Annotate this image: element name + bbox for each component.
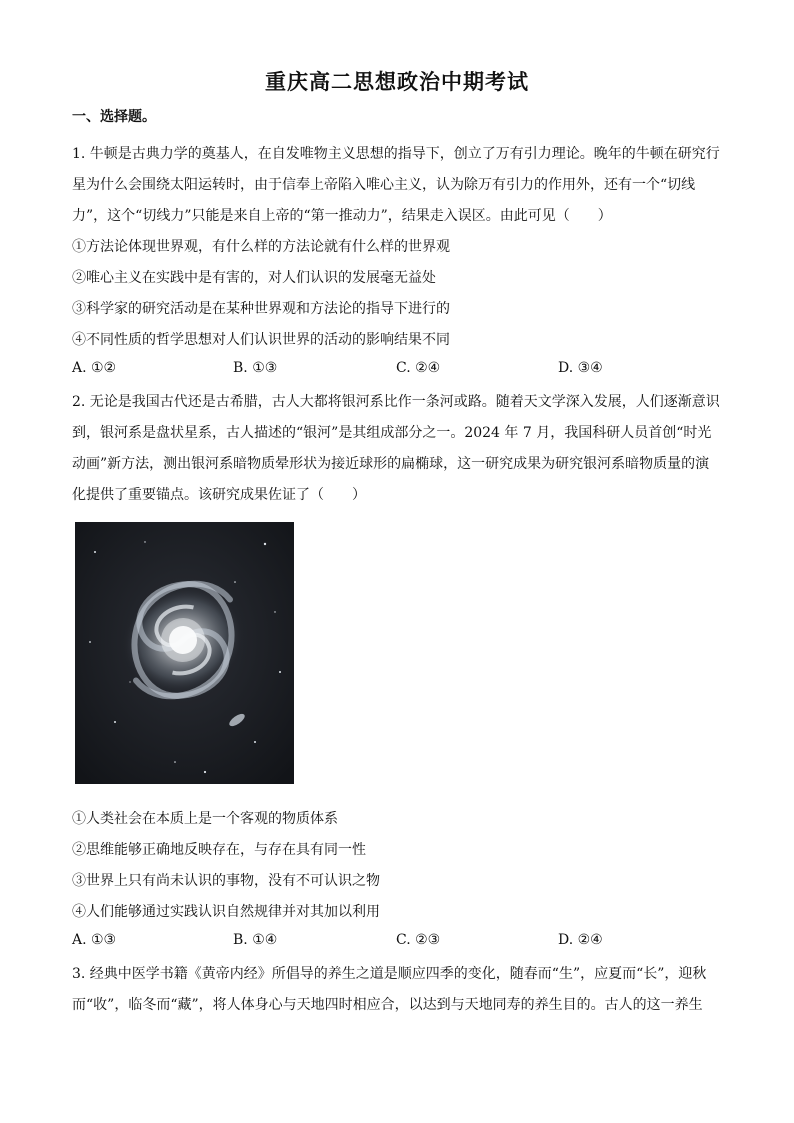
- q1-stem-line-1: 1. 牛顿是古典力学的奠基人，在自发唯物主义思想的指导下，创立了万有引力理论。晚年的牛顿在研究行: [72, 146, 720, 162]
- q1-option-c: C. ②④: [396, 360, 441, 376]
- q3-stem-line-1: 3. 经典中医学书籍《黄帝内经》所倡导的养生之道是顺应四季的变化，随春而“生”，应夏而“长”，迎秋: [72, 966, 707, 982]
- q1-option-d: D. ③④: [558, 360, 603, 376]
- q1-statement-3: ③科学家的研究活动是在某种世界观和方法论的指导下进行的: [72, 301, 450, 317]
- q2-option-d: D. ②④: [558, 932, 603, 948]
- page-title: 重庆高二思想政治中期考试: [265, 70, 529, 94]
- q1-statement-2: ②唯心主义在实践中是有害的，对人们认识的发展毫无益处: [72, 270, 436, 286]
- q2-statement-3: ③世界上只有尚未认识的事物，没有不可认识之物: [72, 873, 380, 889]
- q3-stem-line-2: 而“收”，临冬而“藏”，将人体身心与天地四时相应合，以达到与天地同寿的养生目的。古人的这一养生: [72, 997, 703, 1013]
- q2-statement-1: ①人类社会在本质上是一个客观的物质体系: [72, 811, 338, 827]
- section-heading: 一、选择题。: [72, 109, 156, 125]
- q2-stem-line-2: 到，银河系是盘状星系，古人描述的“银河”是其组成部分之一。2024 年 7 月，我国科研人员首创“时光: [72, 425, 712, 441]
- q2-stem-line-3: 动画”新方法，测出银河系暗物质晕形状为接近球形的扁椭球，这一研究成果为研究银河系暗物质量的演: [72, 456, 710, 472]
- q2-statement-2: ②思维能够正确地反映存在，与存在具有同一性: [72, 842, 366, 858]
- q2-option-c: C. ②③: [396, 932, 441, 948]
- q1-option-a: A. ①②: [72, 360, 117, 376]
- q1-option-b: B. ①③: [233, 360, 278, 376]
- q2-stem-line-4: 化提供了重要锚点。该研究成果佐证了（ ）: [72, 487, 366, 503]
- q1-stem-line-2: 星为什么会围绕太阳运转时，由于信奉上帝陷入唯心主义，认为除万有引力的作用外，还有一个“切线: [72, 177, 696, 193]
- q2-option-b: B. ①④: [233, 932, 278, 948]
- q1-statement-4: ④不同性质的哲学思想对人们认识世界的活动的影响结果不同: [72, 332, 450, 348]
- q2-stem-line-1: 2. 无论是我国古代还是古希腊，古人大都将银河系比作一条河或路。随着天文学深入发展，人们逐渐意识: [72, 394, 720, 410]
- q1-stem-line-3: 力”，这个“切线力”只能是来自上帝的“第一推动力”，结果走入误区。由此可见（ ）: [72, 208, 612, 224]
- q2-option-a: A. ①③: [72, 932, 117, 948]
- spiral-galaxy-image: [75, 522, 294, 784]
- q2-statement-4: ④人们能够通过实践认识自然规律并对其加以利用: [72, 904, 380, 920]
- q1-statement-1: ①方法论体现世界观，有什么样的方法论就有什么样的世界观: [72, 239, 450, 255]
